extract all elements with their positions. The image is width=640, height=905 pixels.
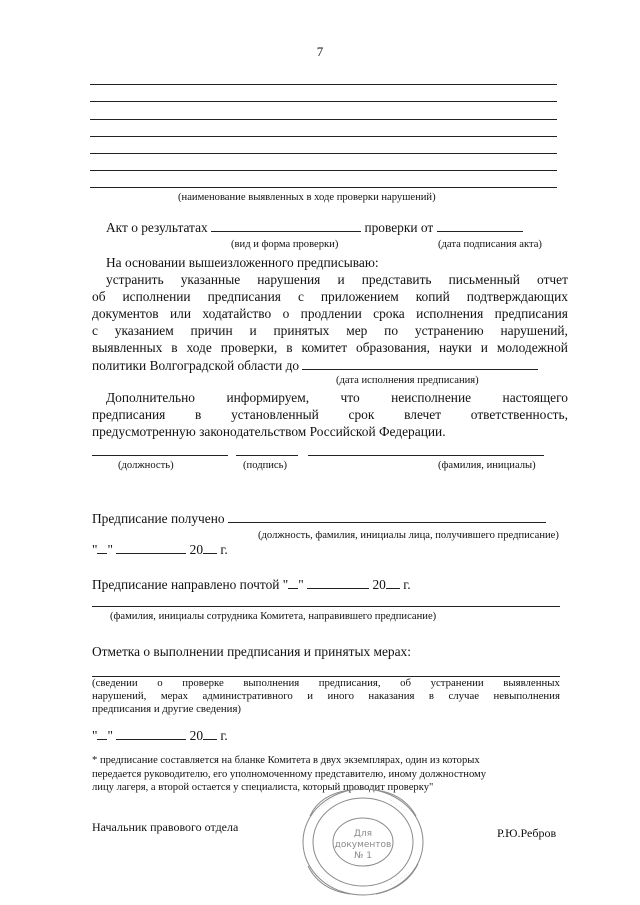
act-date-field (437, 219, 523, 232)
word: о (157, 677, 163, 689)
mailed-day-field (288, 576, 298, 589)
check-kind-field (211, 219, 361, 232)
mailed-label: Предписание направлено почтой " (92, 577, 289, 592)
stamp-seal (300, 786, 426, 898)
word: предписания, (318, 677, 381, 689)
note-label: Отметка о выполнении предписания и принятых мерах: (92, 644, 411, 659)
stamp-line3: № 1 (354, 851, 372, 861)
received-label: Предписание получено (92, 511, 225, 526)
word: что (340, 390, 360, 405)
violation-line (90, 119, 557, 120)
word: срок (348, 407, 375, 422)
footnote-line1: * предписание составляется на бланке Комитета в двух экземплярах, один из которых (92, 755, 480, 766)
word: письменный (448, 272, 520, 287)
mailed-line (92, 576, 411, 593)
word: устранению (414, 323, 484, 338)
order-line-5 (92, 340, 568, 356)
word: выявленных (92, 340, 163, 355)
act-prefix: Акт о результатах (106, 220, 208, 235)
word: нарушений, (500, 323, 568, 338)
signatory-name: Р.Ю.Ребров (497, 826, 557, 840)
word: влечет (404, 407, 442, 422)
order-last-text: политики Волгоградской области до (92, 358, 300, 373)
note-desc-line2 (92, 690, 560, 703)
violation-line (90, 84, 557, 85)
caption-position: (должность) (118, 460, 174, 471)
word: выполнения (243, 677, 300, 689)
order-line-4 (92, 323, 568, 339)
word: (сведении (92, 677, 138, 689)
note-desc-line3: предписания и другие сведения) (92, 703, 242, 715)
word: нарушения (257, 272, 321, 287)
mailed-sender-line (92, 606, 560, 607)
word: комитет (301, 340, 348, 355)
caption-act-date: (дата подписания акта) (438, 239, 542, 250)
word: и (249, 323, 257, 338)
caption-signature: (подпись) (243, 460, 287, 471)
word: наказания (368, 690, 415, 702)
word: причин (190, 323, 233, 338)
note-year-prefix: 20 (189, 728, 204, 743)
word: с (297, 289, 304, 304)
quote-open: " (92, 542, 98, 557)
word: об (92, 289, 106, 304)
stamp-line2: документов (334, 840, 392, 850)
word: устранить (106, 272, 164, 287)
svg-text:· · · · · · · · ·: · · · · · · · · · (387, 796, 409, 814)
mailed-year-prefix: 20 (372, 577, 386, 592)
order-last-line (92, 357, 538, 374)
basis-text: На основании вышеизложенного предписываю: (106, 255, 379, 270)
word: и (307, 690, 314, 702)
note-day-field (97, 727, 107, 740)
word: иного (327, 690, 354, 702)
violation-line (90, 187, 557, 188)
caption-check-kind: (вид и форма проверки) (231, 239, 339, 250)
signatory-title: Начальник правового отдела (92, 820, 239, 834)
stamp-line1: Для (353, 829, 373, 839)
caption-deadline: (дата исполнения предписания) (336, 375, 479, 386)
word: срока (373, 306, 405, 321)
received-caption: (должность, фамилия, инициалы лица, получившего предписание) (258, 530, 559, 541)
inform-last-line: предусмотренную законодательством Российской Федерации. (92, 424, 446, 439)
word: исполнения (416, 306, 484, 321)
word: копий (415, 289, 450, 304)
word: исполнении (122, 289, 191, 304)
word: Дополнительно (106, 390, 195, 405)
word: устранении (430, 677, 484, 689)
word: об (400, 677, 412, 689)
word: невыполнения (493, 690, 560, 702)
word: проверки, (220, 340, 278, 355)
mailed-quote-close: " (298, 577, 304, 592)
word: в (428, 690, 434, 702)
word: предписания (207, 289, 281, 304)
word: настоящего (502, 390, 568, 405)
word: отчет (537, 272, 568, 287)
signature-line (236, 455, 298, 456)
order-line-1 (106, 272, 568, 288)
year-suffix: г. (220, 542, 228, 557)
violations-caption: (наименование выявленных в ходе проверки нарушений) (178, 192, 436, 203)
mailed-year-suffix: г. (403, 577, 411, 592)
act-line (106, 219, 523, 236)
word: ответственность, (470, 407, 568, 422)
word: в (286, 340, 293, 355)
order-line-3 (92, 306, 568, 322)
svg-text:· · · · · · · · ·: · · · · · · · · · (389, 870, 411, 887)
word: указанные (180, 272, 241, 287)
inform-line-2 (92, 407, 568, 423)
page-number: 7 (316, 44, 324, 59)
order-line-2 (92, 289, 568, 305)
note-year-suffix: г. (220, 728, 228, 743)
received-field (228, 510, 546, 523)
word: выявленных (503, 677, 560, 689)
deadline-field (302, 357, 538, 370)
word: продлении (300, 306, 362, 321)
word: принятых (273, 323, 330, 338)
violation-line (90, 170, 557, 171)
word: указанием (114, 323, 174, 338)
word: проверке (182, 677, 224, 689)
word: в (195, 407, 202, 422)
word: установленный (231, 407, 319, 422)
name-line (308, 455, 544, 456)
word: документов (92, 306, 159, 321)
received-line (92, 510, 546, 527)
word: представить (361, 272, 432, 287)
word: молодежной (496, 340, 568, 355)
inform-line-1 (106, 390, 568, 406)
mailed-month-field (307, 576, 369, 589)
word: случае (448, 690, 480, 702)
word: предписания (494, 306, 568, 321)
note-date: " " 20 г. (92, 728, 228, 743)
word: неисполнение (391, 390, 472, 405)
word: предписания (92, 407, 166, 422)
word: ходатайство (202, 306, 272, 321)
violation-line (90, 153, 557, 154)
svg-text:· · · · · · · · ·: · · · · · · · · · (315, 870, 336, 889)
caption-name: (фамилия, инициалы) (438, 460, 536, 471)
mailed-year-field (386, 576, 400, 589)
word: науки (439, 340, 472, 355)
violation-line (90, 101, 557, 102)
word: нарушений, (92, 690, 147, 702)
word: информируем, (226, 390, 310, 405)
act-middle: проверки от (364, 220, 434, 235)
word: мерах (160, 690, 189, 702)
received-date (92, 541, 228, 558)
year-field (203, 541, 217, 554)
footnote-line3: лицу лагеря, а второй остается у специалиста, который проводит проверку" (92, 782, 434, 793)
mailed-caption: (фамилия, инициалы сотрудника Комитета, направившего предписание) (110, 611, 437, 622)
word: приложением (320, 289, 399, 304)
word: в (171, 340, 178, 355)
note-year-field (203, 727, 217, 740)
word: по (384, 323, 399, 338)
note-desc-line1 (92, 677, 560, 690)
month-field (116, 541, 186, 554)
word: административного (202, 690, 293, 702)
year-prefix: 20 (189, 542, 204, 557)
violation-line (90, 136, 557, 137)
word: или (170, 306, 192, 321)
word: образования, (356, 340, 431, 355)
word: и (480, 340, 488, 355)
position-line (92, 455, 228, 456)
word: с (92, 323, 98, 338)
quote-close: " (107, 542, 113, 557)
svg-text:· · · · · · · · ·: · · · · · · · · · (317, 793, 338, 811)
word: подтверждающих (466, 289, 568, 304)
note-month-field (116, 727, 186, 740)
day-field (97, 541, 107, 554)
word: ходе (186, 340, 212, 355)
footnote-line2: передается руководителю, его уполномоченному представителю, иному должностному (92, 768, 487, 780)
word: о (282, 306, 290, 321)
word: и (337, 272, 345, 287)
word: мер (346, 323, 368, 338)
